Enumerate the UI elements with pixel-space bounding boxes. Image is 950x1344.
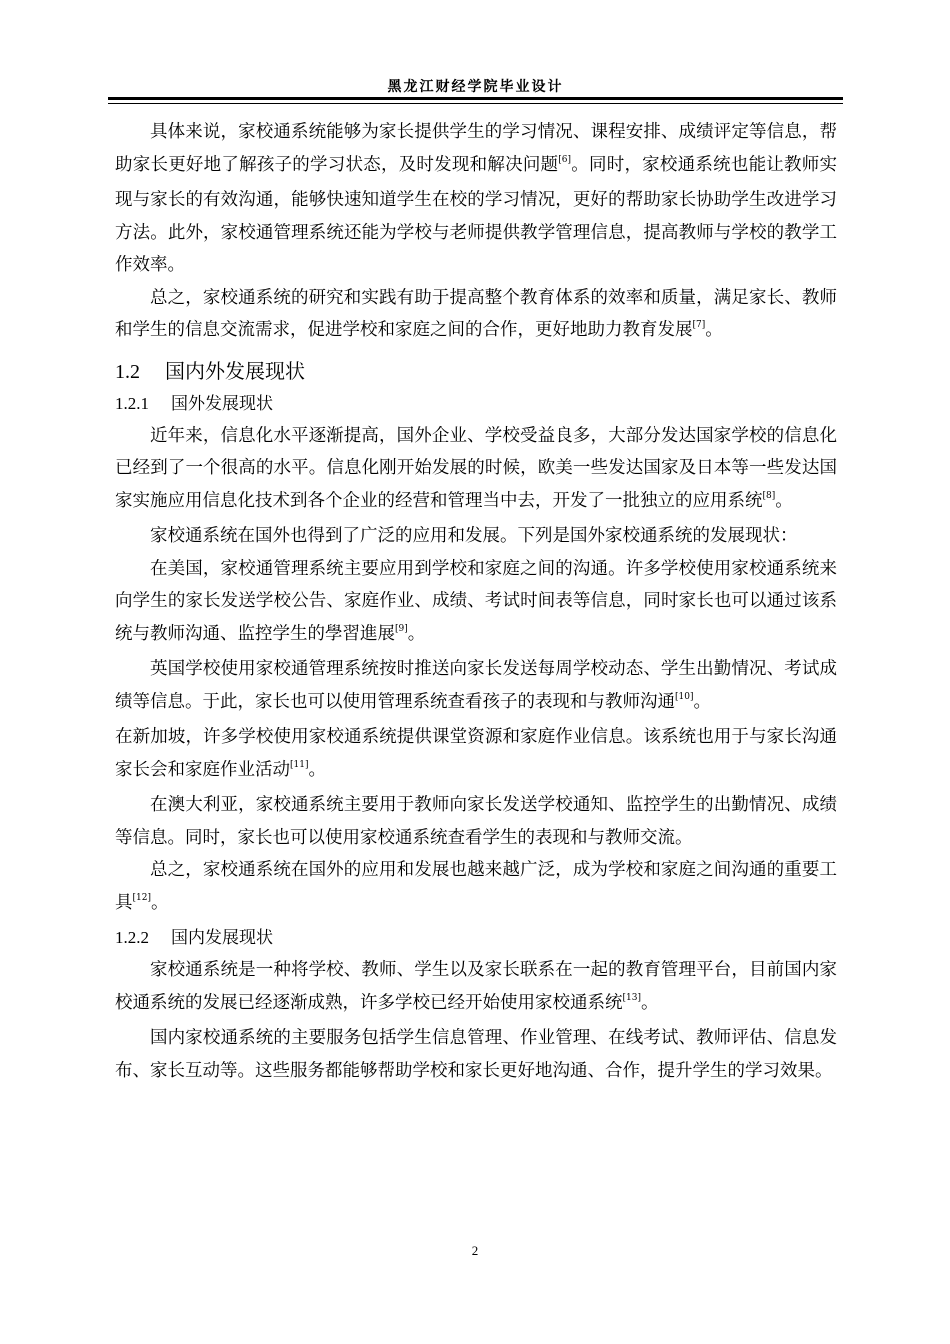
paragraph: 英国学校使用家校通管理系统按时推送向家长发送每周学校动态、学生出勤情况、考试成绩等信息。于此，家长也可以使用管理系统查看孩子的表现和与教师沟通[10]。 (115, 659, 837, 712)
citation-ref: [11] (290, 759, 309, 770)
citation-ref: [7] (692, 320, 706, 330)
citation-ref: [6] (558, 154, 572, 165)
section-number: 1.2 (115, 360, 140, 383)
subsection-heading (115, 922, 837, 954)
paragraph: 在新加坡，许多学校使用家校通系统提供课堂资源和家庭作业信息。该系统也用于与家长沟通家长会和家庭作业活动[11]。 (115, 727, 837, 780)
subsection-number: 1.2.1 (115, 393, 149, 413)
paragraph: 在美国，家校通管理系统主要应用到学校和家庭之间的沟通。许多学校使用家校通系统来向学生的家长发送学校公告、家庭作业、成绩、考试时间表等信息，同时家长也可以通过该系统与教师沟通、监控学生的學習進展[9]。 (115, 558, 837, 644)
section-title: 国内外发展现状 (165, 358, 305, 383)
subsection-title: 国内发展现状 (171, 928, 273, 948)
citation-ref: [13] (622, 992, 641, 1003)
page-number: 2 (471, 1243, 479, 1258)
citation-ref: [10] (675, 691, 694, 702)
citation-ref: [12] (132, 892, 151, 903)
paragraph: 具体来说，家校通系统能够为家长提供学生的学习情况、课程安排、成绩评定等信息，帮助家长更好地了解孩子的学习状态，及时发现和解决问题[6]。同时，家校通系统也能让教师实现与家长的有效沟通，能够快速知道学生在校的学习情况，更好的帮助家长协助学生改进学习方法。此外，家校通管理系统还能为学校与老师提供教学管理信息，提高教师与学校的教学工作效率。 (115, 122, 837, 275)
paragraph: 近年来，信息化水平逐渐提高，国外企业、学校受益良多，大部分发达国家学校的信息化已经到了一个很高的水平。信息化刚开始发展的时候，欧美一些发达国家及日本等一些发达国家实施应用信息化技术到各个企业的经营和管理当中去，开发了一批独立的应用系统[8]。 (115, 425, 837, 511)
subsection-number: 1.2.2 (115, 928, 149, 947)
paragraph: 在澳大利亚，家校通系统主要用于教师向家长发送学校通知、监控学生的出勤情况、成绩等信息。同时，家长也可以使用家校通系统查看学生的表现和与教师交流。 (115, 795, 837, 848)
header-rule-thin (108, 103, 843, 104)
citation-ref: [8] (762, 490, 776, 501)
paragraph: 家校通系统是一种将学校、教师、学生以及家长联系在一起的教育管理平台，目前国内家校通系统的发展已经逐渐成熟，许多学校已经开始使用家校通系统[13]。 (115, 960, 837, 1013)
subsection-heading (115, 388, 837, 420)
document-body (115, 116, 837, 1087)
citation-ref: [9] (395, 623, 408, 634)
paragraph: 国内家校通系统的主要服务包括学生信息管理、作业管理、在线考试、教师评估、信息发布、家长互动等。这些服务都能够帮助学校和家长更好地沟通、合作，提升学生的学习效果。 (115, 1028, 837, 1081)
running-header: 黑龙江财经学院毕业设计 (387, 79, 564, 95)
paragraph: 家校通系统在国外也得到了广泛的应用和发展。下列是国外家校通系统的发展现状： (150, 526, 798, 546)
header-rule-thick (108, 97, 843, 100)
paragraph: 总之，家校通系统的研究和实践有助于提高整个教育体系的效率和质量，满足家长、教师和学生的信息交流需求，促进学校和家庭之间的合作，更好地助力教育发展[7]。 (115, 287, 837, 340)
section-heading (115, 354, 837, 388)
paragraph: 总之，家校通系统在国外的应用和发展也越来越广泛，成为学校和家庭之间沟通的重要工具[12]。 (115, 860, 837, 913)
subsection-title: 国外发展现状 (171, 393, 273, 414)
